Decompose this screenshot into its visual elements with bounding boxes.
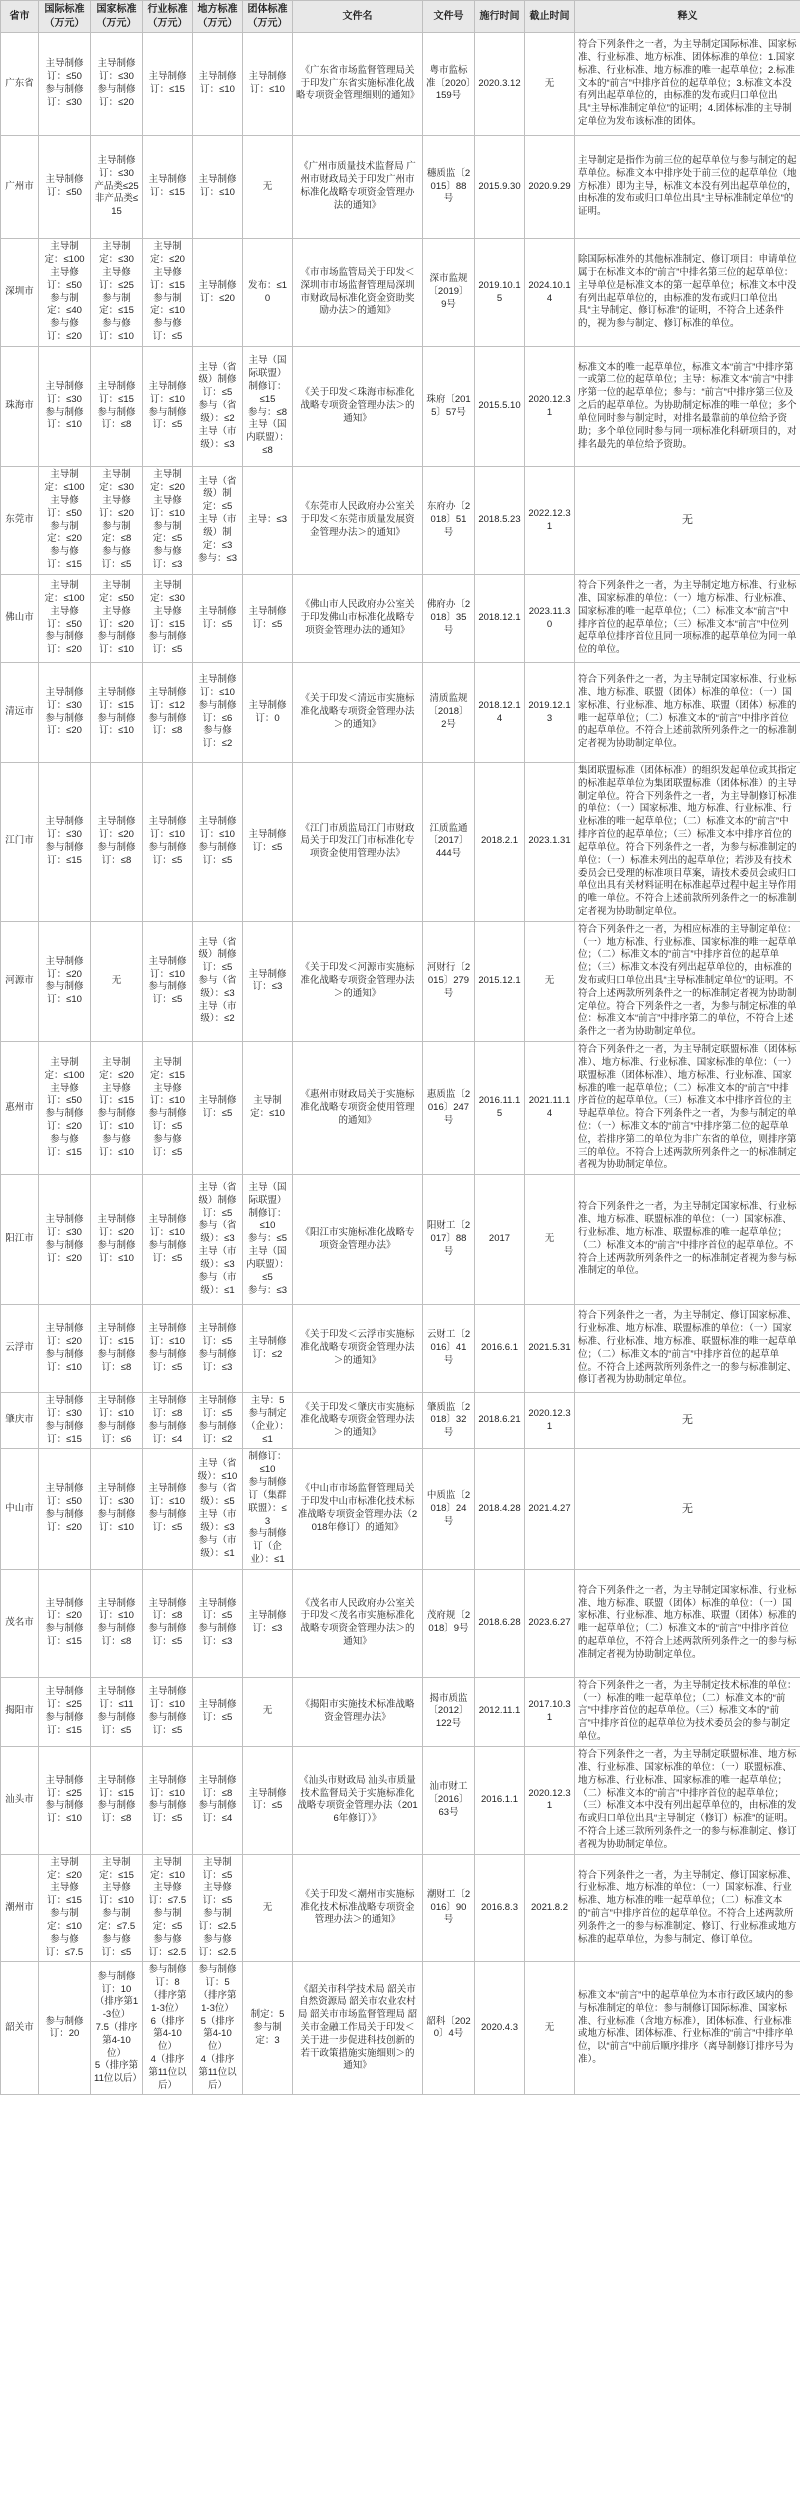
cell-local: 主导制修订：≤5 参与制修订：≤3	[193, 1305, 243, 1393]
cell-filename: 《汕头市财政局 汕头市质量技术监督局关于实施标准化战略专项资金管理办法（2016年修订）》	[293, 1746, 423, 1854]
cell-group: 主导制修订：≤5	[243, 575, 293, 663]
cell-explanation: 除国际标准外的其他标准制定、修订项目：申请单位属于在标准文本的“前言”中排名第三位的起草单位：主导单位是标准文本的第一起草单位；标准文本中没有列出起草单位的，由标准的发布或归口单位出具“主导制定、修订标准”的证明，不符合上述条件的，视为参与制定、修订标准的单位。	[575, 239, 800, 347]
cell-international: 主导制修订：≤20 参与制修订：≤10	[39, 1305, 91, 1393]
cell-filename: 《关于印发＜潮州市实施标准化技术标准战略专项资金管理办法＞的通知》	[293, 1854, 423, 1962]
header-local: 地方标准（万元）	[193, 1, 243, 33]
cell-national: 主导制修订：≤10 参与制修订：≤6	[91, 1393, 143, 1449]
cell-effective-date: 2017	[475, 1175, 525, 1305]
cell-local: 主导制修订：≤20	[193, 239, 243, 347]
cell-international: 参与制修订：20	[39, 1962, 91, 2095]
cell-file-no: 深市监规〔2019〕9号	[423, 239, 475, 347]
cell-filename: 《关于印发＜肇庆市实施标准化战略专项资金管理办法＞的通知》	[293, 1393, 423, 1449]
cell-file-no: 粤市监标准〔2020〕159号	[423, 33, 475, 136]
cell-group: 无	[243, 1854, 293, 1962]
cell-city: 中山市	[1, 1449, 39, 1569]
cell-explanation: 符合下列条件之一者，为主导制定、修订国家标准、行业标准、地方标准、联盟标准的单位：（一）国家标准、行业标准、地方标准、联盟标准的唯一起草单位；（二）标准文本的“前言”中排序首位的起草单位。不符合上述两款所列条件之一的参与标准制定、修订者视为协助制定单位。	[575, 1305, 800, 1393]
cell-file-no: 河财行〔2015〕279号	[423, 921, 475, 1041]
cell-industry: 主导制修订：≤12 参与制修订：≤8	[143, 663, 193, 763]
cell-filename: 《关于印发＜清远市实施标准化战略专项资金管理办法＞的通知》	[293, 663, 423, 763]
cell-national: 主导制修订：≤30 参与制修订：≤20	[91, 33, 143, 136]
cell-national: 主导制修订：≤30 参与制修订：≤10	[91, 1449, 143, 1569]
cell-local: 主导制修订：≤5	[193, 1677, 243, 1746]
header-group: 团体标准（万元）	[243, 1, 293, 33]
cell-filename: 《关于印发＜河源市实施标准化战略专项资金管理办法＞的通知》	[293, 921, 423, 1041]
cell-local: 主导制修订：≤5	[193, 1042, 243, 1175]
cell-industry: 主导制修订：≤10 参与制修订：≤5	[143, 347, 193, 467]
cell-explanation: 主导制定是指作为前三位的起草单位与参与制定的起草单位。标准文本中排序处于前三位的起草单位（地方标准）即为主导，标准文本没有列出起草单位的，由标准的发布或归口单位出具“主导标准制定单位”的证明。	[575, 136, 800, 239]
cell-explanation: 符合下列条件之一者，为主导制定国家标准、行业标准、地方标准、联盟标准的单位：（一）国家标准、行业标准、地方标准、联盟标准的唯一起草单位；（二）标准文本的“前言”中排序首位的起草单位。不符合上述两款所列条件之一的标准制定者视为参与标准制定的单位。	[575, 1175, 800, 1305]
cell-group: 主导制修订：0	[243, 663, 293, 763]
cell-filename: 《市市场监管局关于印发＜深圳市市场监督管理局深圳市财政局标准化资金资助奖励办法＞的通知》	[293, 239, 423, 347]
cell-file-no: 潮财工〔2016〕90号	[423, 1854, 475, 1962]
cell-group: 主导制修订：≤3	[243, 921, 293, 1041]
table-row	[1, 347, 800, 467]
cell-explanation: 符合下列条件之一者，为相应标准的主导制定单位：（一）地方标准、行业标准、国家标准的唯一起草单位；（二）标准文本的“前言”中排序首位的起草单位；（三）标准文本没有列出起草单位的，由标准的发布或归口单位出具“主导标准制定单位”的证明。不符合上述两款所列条件之一的标准制定者视为协助制定单位。符合下列条件之一者，为参与制定标准的单位：标准文本“前言”中排序第二的单位，不符合上述条件之一者为协助制定单位。	[575, 921, 800, 1041]
cell-industry: 主导制修订：≤10 参与制修订：≤5	[143, 763, 193, 922]
cell-effective-date: 2018.12.14	[475, 663, 525, 763]
cell-city: 江门市	[1, 763, 39, 922]
table-row	[1, 467, 800, 575]
cell-national: 主导制修订：≤15 参与制修订：≤8	[91, 1746, 143, 1854]
cell-group: 主导：≤3	[243, 467, 293, 575]
header-international: 国际标准（万元）	[39, 1, 91, 33]
cell-local: 参与制修订：5（排序第1-3位） 5（排序第4-10位） 4（排序第11位以后）	[193, 1962, 243, 2095]
cell-effective-date: 2019.10.15	[475, 239, 525, 347]
cell-industry: 主导制修订：≤15	[143, 136, 193, 239]
cell-group: 发布：≤10	[243, 239, 293, 347]
cell-city: 广州市	[1, 136, 39, 239]
cell-filename: 《广东省市场监督管理局关于印发广东省实施标准化战略专项资金管理细则的通知》	[293, 33, 423, 136]
cell-international: 主导制定：≤100 主导修订：≤50 参与制定：≤20 参与修订：≤15	[39, 467, 91, 575]
cell-end-date: 2023.6.27	[525, 1569, 575, 1677]
cell-industry: 主导制定：≤10 主导修订：≤7.5 参与制定：≤5 参与修订：≤2.5	[143, 1854, 193, 1962]
cell-national: 主导制修订：≤15 参与制修订：≤8	[91, 1305, 143, 1393]
header-explanation: 释义	[575, 1, 800, 33]
cell-city: 潮州市	[1, 1854, 39, 1962]
cell-effective-date: 2018.6.21	[475, 1393, 525, 1449]
cell-end-date: 2021.11.14	[525, 1042, 575, 1175]
cell-industry: 主导制修订：≤15	[143, 33, 193, 136]
cell-file-no: 中质监〔2018〕24号	[423, 1449, 475, 1569]
cell-city: 深圳市	[1, 239, 39, 347]
cell-city: 阳江市	[1, 1175, 39, 1305]
cell-effective-date: 2018.4.28	[475, 1449, 525, 1569]
cell-end-date: 2020.12.31	[525, 347, 575, 467]
cell-city: 东莞市	[1, 467, 39, 575]
cell-explanation: 符合下列条件之一者，为主导制定、修订国家标准、行业标准、地方标准的单位：（一）国家标准、行业标准、地方标准的唯一起草单位；（二）标准文本的“前言”中排序首位的起草单位。不符合上述两款所列条件之一的参与标准制定、修订、行业标准或地方标准的起草单位，为参与制定、修订单位。	[575, 1854, 800, 1962]
cell-group: 主导制修订：≤5	[243, 1746, 293, 1854]
cell-international: 主导制修订：≤25 参与制修订：≤15	[39, 1677, 91, 1746]
cell-end-date: 2023.11.30	[525, 575, 575, 663]
cell-filename: 《韶关市科学技术局 韶关市自然资源局 韶关市农业农村局 韶关市市场监督管理局 韶关市金融工作局关于印发＜关于进一步促进科技创新的若干政策措施实施细则＞的通知》	[293, 1962, 423, 2095]
cell-international: 主导制修订：≤50 参与制修订：≤30	[39, 33, 91, 136]
cell-city: 广东省	[1, 33, 39, 136]
table-row	[1, 663, 800, 763]
table-row	[1, 1569, 800, 1677]
cell-effective-date: 2015.9.30	[475, 136, 525, 239]
cell-end-date: 2021.4.27	[525, 1449, 575, 1569]
cell-explanation: 集团联盟标准（团体标准）的组织发起单位或其指定的标准起草单位为集团联盟标准（团体标准）的主导制定单位。符合下列条件之一者，为主导制修订标准的单位：（一）国家标准、地方标准、行业标准、行业标准的唯一起草单位；（二）标准文本的“前言”中排序首位的起草单位；（三）标准文本中排序首位的起草单位。符合下列条件之一者，为参与标准制定的单位：（一）标准未列出的起草单位；若涉及有技术委员会已受理的标准项目草案，请技术委员会或归口单位出具有关材料证明在标准起草过程中起主导作用的唯一单位。不符合上述前款所列条件之一的标准制定者视为协助制定单位。	[575, 763, 800, 922]
table-row	[1, 1305, 800, 1393]
cell-international: 主导制修订：≤30 参与制修订：≤20	[39, 663, 91, 763]
cell-filename: 《东莞市人民政府办公室关于印发＜东莞市质量发展资金管理办法＞的通知》	[293, 467, 423, 575]
cell-explanation: 无	[575, 467, 800, 575]
cell-city: 揭阳市	[1, 1677, 39, 1746]
cell-industry: 主导制修订：≤10 参与制修订：≤5	[143, 1746, 193, 1854]
header-industry: 行业标准（万元）	[143, 1, 193, 33]
cell-explanation: 符合下列条件之一者，为主导制定国家标准、行业标准、地方标准、联盟（团体）标准的单位：（一）国家标准、行业标准、地方标准、联盟（团体）标准的唯一起草单位；（二）标准文本的“前言”中排序首位的起草单位。不符合上述前款所列条件之一的标准制定者视为协助制定单位。	[575, 663, 800, 763]
cell-national: 主导制定：≤50 主导修订：≤20 参与制修订：≤10	[91, 575, 143, 663]
cell-group: 主导（国际联盟）制修订：≤15 参与：≤8 主导（国内联盟）：≤8	[243, 347, 293, 467]
cell-city: 河源市	[1, 921, 39, 1041]
header-file-no: 文件号	[423, 1, 475, 33]
cell-national: 主导制修订：≤11 参与制修订：≤5	[91, 1677, 143, 1746]
cell-group: 主导制修订：≤5	[243, 763, 293, 922]
cell-national: 主导制定：≤30 主导修订：≤20 参与制定：≤8 参与修订：≤5	[91, 467, 143, 575]
table-row	[1, 1042, 800, 1175]
header-effective-date: 施行时间	[475, 1, 525, 33]
cell-international: 主导制定：≤100 主导修订：≤50 参与制定：≤40 参与修订：≤20	[39, 239, 91, 347]
cell-local: 主导制修订：≤5	[193, 575, 243, 663]
table-row	[1, 575, 800, 663]
cell-industry: 主导制定：≤20 主导修订：≤15 参与制定：≤10 参与修订：≤5	[143, 239, 193, 347]
cell-filename: 《中山市市场监督管理局关于印发中山市标准化技术标准战略专项资金管理办法（2018年修订）的通知》	[293, 1449, 423, 1569]
cell-group: 主导制修订：≤10	[243, 33, 293, 136]
table-row	[1, 1449, 800, 1569]
cell-international: 主导制修订：≤20 参与制修订：≤10	[39, 921, 91, 1041]
cell-file-no: 云财工〔2016〕41号	[423, 1305, 475, 1393]
cell-filename: 《茂名市人民政府办公室关于印发＜茂名市实施标准化战略专项资金管理办法＞的通知》	[293, 1569, 423, 1677]
table-row	[1, 921, 800, 1041]
table-row	[1, 1746, 800, 1854]
cell-effective-date: 2018.5.23	[475, 467, 525, 575]
cell-city: 汕头市	[1, 1746, 39, 1854]
cell-effective-date: 2016.11.15	[475, 1042, 525, 1175]
cell-city: 佛山市	[1, 575, 39, 663]
cell-effective-date: 2016.8.3	[475, 1854, 525, 1962]
cell-end-date: 2020.9.29	[525, 136, 575, 239]
cell-group: 制修订：≤10 参与制修订（集群联盟）：≤3 参与制修订（企业）：≤1	[243, 1449, 293, 1569]
cell-group: 主导制定：≤10	[243, 1042, 293, 1175]
cell-explanation: 符合下列条件之一者，为主导制定技术标准的单位：（一）标准的唯一起草单位；（二）标准文本的“前言”中排序首位的起草单位。（三）标准文本的“前言”中排序首位的起草单位为技术委员会的参与制定单位。	[575, 1677, 800, 1746]
cell-national: 主导制定：≤20 主导修订：≤15 参与制修订：≤10 参与修订：≤10	[91, 1042, 143, 1175]
cell-filename: 《佛山市人民政府办公室关于印发佛山市标准化战略专项资金管理办法的通知》	[293, 575, 423, 663]
cell-effective-date: 2020.3.12	[475, 33, 525, 136]
cell-group: 无	[243, 1677, 293, 1746]
cell-end-date: 无	[525, 1175, 575, 1305]
cell-effective-date: 2018.2.1	[475, 763, 525, 922]
cell-effective-date: 2020.4.3	[475, 1962, 525, 2095]
cell-international: 主导制修订：≤30 参与制修订：≤20	[39, 1175, 91, 1305]
cell-end-date: 2024.10.14	[525, 239, 575, 347]
table-row	[1, 1677, 800, 1746]
cell-file-no: 汕市财工〔2016〕63号	[423, 1746, 475, 1854]
cell-national: 无	[91, 921, 143, 1041]
table-row	[1, 239, 800, 347]
cell-industry: 参与制修订：8（排序第1-3位） 6（排序第4-10位） 4（排序第11位以后）	[143, 1962, 193, 2095]
cell-national: 主导制修订：≤15 参与制修订：≤10	[91, 663, 143, 763]
cell-file-no: 茂府规〔2018〕9号	[423, 1569, 475, 1677]
cell-end-date: 2020.12.31	[525, 1393, 575, 1449]
cell-local: 主导（省级）：≤10 参与（省级）：≤5 主导（市级）：≤3 参与（市级）：≤1	[193, 1449, 243, 1569]
cell-local: 主导制订：≤5 主导修订：≤5 参与制订：≤2.5 参与修订：≤2.5	[193, 1854, 243, 1962]
cell-file-no: 阳财工〔2017〕88号	[423, 1175, 475, 1305]
cell-file-no: 东府办〔2018〕51号	[423, 467, 475, 575]
cell-end-date: 无	[525, 33, 575, 136]
header-filename: 文件名	[293, 1, 423, 33]
cell-local: 主导（省级）制修订：≤5 参与（省级）：≤2 主导（市级）：≤3	[193, 347, 243, 467]
cell-explanation: 无	[575, 1393, 800, 1449]
cell-group: 主导：5 参与制定（企业）：≤1	[243, 1393, 293, 1449]
cell-local: 主导制修订：≤10	[193, 136, 243, 239]
cell-explanation: 符合下列条件之一者，为主导制定联盟标准、地方标准、行业标准、国家标准的单位：（一）联盟标准、地方标准、行业标准、国家标准的唯一起草单位；（二）标准文本的“前言”中排序首位的起草单位；（三）标准文本中没有列出起草单位的，由标准的发布或归口单位出具“主导制定（修订）标准”的证明。不符合上述三款所列条件之一的参与标准制定、修订者视为协助制定单位。	[575, 1746, 800, 1854]
cell-end-date: 2019.12.13	[525, 663, 575, 763]
cell-explanation: 标准文本“前言”中的起草单位为本市行政区域内的参与标准制定的单位：参与制修订国际标准、国家标准、行业标准（含地方标准），团体标准、行业标准或地方标准、团体标准、行业标准的“前言”中排序单位，以“前言”中前后顺序排序（离导制修订排序号为准）。	[575, 1962, 800, 2095]
cell-filename: 《关于印发＜珠海市标准化战略专项资金管理办法＞的通知》	[293, 347, 423, 467]
cell-effective-date: 2016.1.1	[475, 1746, 525, 1854]
cell-file-no: 穗质监〔2015〕88号	[423, 136, 475, 239]
cell-industry: 主导制修订：≤10 参与制修订：≤5	[143, 921, 193, 1041]
cell-explanation: 符合下列条件之一者，为主导制定地方标准、行业标准、国家标准的单位：（一）地方标准、行业标准、国家标准的唯一起草单位；（二）标准文本“前言”中排序首位的起草单位；（三）标准文本“前言”中位列起草单位排序首位且同一项标准的起草单位为同一单位的单位。	[575, 575, 800, 663]
cell-file-no: 佛府办〔2018〕35号	[423, 575, 475, 663]
cell-filename: 《江门市质监局江门市财政局关于印发江门市标准化专项资金使用管理办法》	[293, 763, 423, 922]
cell-file-no: 韶科〔2020〕4号	[423, 1962, 475, 2095]
cell-local: 主导制修订：≤5 参与制修订：≤3	[193, 1569, 243, 1677]
cell-city: 韶关市	[1, 1962, 39, 2095]
cell-international: 主导制修订：≤50 参与制修订：≤20	[39, 1449, 91, 1569]
cell-national: 主导制修订：≤20 参与制修订：≤10	[91, 1175, 143, 1305]
header-province-city: 省市	[1, 1, 39, 33]
cell-international: 主导制修订：≤20 参与制修订：≤15	[39, 1569, 91, 1677]
cell-local: 主导制修订：≤8 参与制修订：≤4	[193, 1746, 243, 1854]
cell-file-no: 江质监通〔2017〕444号	[423, 763, 475, 922]
cell-explanation: 符合下列条件之一者，为主导制定联盟标准（团体标准）、地方标准、行业标准、国家标准的单位：（一）联盟标准（团体标准）、地方标准、行业标准、国家标准的唯一起草单位；（二）标准文本的“前言”中排序首位的起草单位。（三）标准文本中排序首位的主导起草单位。符合下列条件之一者，为参与制定的单位：（一）标准文本的“前言”中排序第二位的起草单位，若排序第二的单位为非广东省的单位，则排序第三的单位。不符合上述两款所列条件之一的标准制定者视为协助制定单位。	[575, 1042, 800, 1175]
cell-city: 肇庆市	[1, 1393, 39, 1449]
cell-file-no: 惠质监〔2016〕247号	[423, 1042, 475, 1175]
table-body	[1, 33, 800, 2095]
cell-city: 珠海市	[1, 347, 39, 467]
cell-industry: 主导制修订：≤8 参与制修订：≤4	[143, 1393, 193, 1449]
cell-end-date: 无	[525, 1962, 575, 2095]
cell-local: 主导（省级）制定：≤5 主导（市级）制定：≤3 参与：≤3	[193, 467, 243, 575]
cell-explanation: 符合下列条件之一者，为主导制定国际标准、国家标准、行业标准、地方标准、团体标准的单位：1.国家标准、行业标准、地方标准的唯一起草单位；2.标准文本的“前言”中排序首位的起草单位；3.标准文本没有列出起草单位的，由标准的发布或归口单位出具“主导标准制定单位”的证明；4.团体标准的主导制定单位为发布该标准的团体。	[575, 33, 800, 136]
cell-filename: 《惠州市财政局关于实施标准化战略专项资金使用管理的通知》	[293, 1042, 423, 1175]
table-row	[1, 763, 800, 922]
header-national: 国家标准（万元）	[91, 1, 143, 33]
cell-file-no: 肇质监〔2018〕32号	[423, 1393, 475, 1449]
cell-effective-date: 2015.12.1	[475, 921, 525, 1041]
table-row	[1, 1854, 800, 1962]
cell-filename: 《关于印发＜云浮市实施标准化战略专项资金管理办法＞的通知》	[293, 1305, 423, 1393]
cell-group: 主导制修订：≤3	[243, 1569, 293, 1677]
cell-local: 主导（省级）制修订：≤5 参与（省级）：≤3 主导（市级）：≤2	[193, 921, 243, 1041]
cell-group: 无	[243, 136, 293, 239]
cell-industry: 主导制定：≤20 主导修订：≤10 参与制定：≤5 参与修订：≤3	[143, 467, 193, 575]
cell-local: 主导制修订：≤10 参与制修订：≤6 参与修订：≤2	[193, 663, 243, 763]
cell-industry: 主导制修订：≤10 参与制修订：≤5	[143, 1677, 193, 1746]
cell-effective-date: 2016.6.1	[475, 1305, 525, 1393]
cell-national: 主导制定：≤30 主导修订：≤25 参与制定：≤15 参与修订：≤10	[91, 239, 143, 347]
cell-city: 清远市	[1, 663, 39, 763]
cell-international: 主导制修订：≤50	[39, 136, 91, 239]
cell-international: 主导制定：≤20 主导修订：≤15 参与制定：≤10 参与修订：≤7.5	[39, 1854, 91, 1962]
cell-international: 主导制修订：≤30 参与制修订：≤15	[39, 1393, 91, 1449]
cell-end-date: 2022.12.31	[525, 467, 575, 575]
cell-industry: 主导制定：≤30 主导修订：≤15 参与制修订：≤5	[143, 575, 193, 663]
cell-local: 主导制修订：≤10	[193, 33, 243, 136]
cell-group: 主导制修订：≤2	[243, 1305, 293, 1393]
table-row	[1, 1962, 800, 2095]
cell-end-date: 2020.12.31	[525, 1746, 575, 1854]
cell-group: 主导（国际联盟）制修订：≤10 参与：≤5 主导（国内联盟）：≤5 参与：≤3	[243, 1175, 293, 1305]
cell-international: 主导制定：≤100 主导修订：≤50 参与制修订：≤20 参与修订：≤15	[39, 1042, 91, 1175]
header-row	[1, 1, 800, 33]
cell-group: 制定：5 参与制定：3	[243, 1962, 293, 2095]
cell-file-no: 揭市质监〔2012〕122号	[423, 1677, 475, 1746]
cell-file-no: 清质监规〔2018〕2号	[423, 663, 475, 763]
cell-effective-date: 2015.5.10	[475, 347, 525, 467]
table-row	[1, 136, 800, 239]
cell-international: 主导制修订：≤30 参与制修订：≤15	[39, 763, 91, 922]
cell-national: 主导制修订：≤30 产品类≤25 非产品类≤15	[91, 136, 143, 239]
cell-local: 主导（省级）制修订：≤5 参与（省级）：≤3 主导（市级）：≤3 参与（市级）：≤1	[193, 1175, 243, 1305]
cell-industry: 主导制修订：≤8 参与制修订：≤5	[143, 1569, 193, 1677]
table-row	[1, 33, 800, 136]
cell-end-date: 2023.1.31	[525, 763, 575, 922]
cell-city: 惠州市	[1, 1042, 39, 1175]
cell-effective-date: 2012.11.1	[475, 1677, 525, 1746]
cell-effective-date: 2018.6.28	[475, 1569, 525, 1677]
cell-filename: 《揭阳市实施技术标准战略资金管理办法》	[293, 1677, 423, 1746]
cell-international: 主导制修订：≤25 参与制修订：≤10	[39, 1746, 91, 1854]
cell-city: 云浮市	[1, 1305, 39, 1393]
cell-local: 主导制修订：≤10 参与制修订：≤5	[193, 763, 243, 922]
cell-local: 主导制修订：≤5 参与制修订：≤2	[193, 1393, 243, 1449]
cell-national: 参与制修订：10（排序第1-3位） 7.5（排序第4-10位） 5（排序第11位以后）	[91, 1962, 143, 2095]
cell-effective-date: 2018.12.1	[475, 575, 525, 663]
cell-explanation: 无	[575, 1449, 800, 1569]
cell-industry: 主导制修订：≤10 参与制修订：≤5	[143, 1175, 193, 1305]
cell-international: 主导制定：≤100 主导修订：≤50 参与制修订：≤20	[39, 575, 91, 663]
cell-national: 主导制修订：≤10 参与制修订：≤8	[91, 1569, 143, 1677]
cell-industry: 主导制修订：≤10 参与制修订：≤5	[143, 1449, 193, 1569]
cell-international: 主导制修订：≤30 参与制修订：≤10	[39, 347, 91, 467]
cell-end-date: 无	[525, 921, 575, 1041]
header-end-date: 截止时间	[525, 1, 575, 33]
cell-explanation: 标准文本的唯一起草单位，标准文本“前言”中排序第一或第二位的起草单位；主导：标准文本“前言”中排序第一位的起草单位；参与：“前言”中排序第三位及之后的起草单位。为协助制定标准的唯一单位；多个单位同时参与制定时，对排名最靠前的单位给予资助；多个单位同时参与同一项标准化科研项目的，对排名最先的单位给予资助。	[575, 347, 800, 467]
cell-industry: 主导制定：≤15 主导修订：≤10 参与制修订：≤5 参与修订：≤5	[143, 1042, 193, 1175]
cell-end-date: 2021.5.31	[525, 1305, 575, 1393]
cell-filename: 《广州市质量技术监督局 广州市财政局关于印发广州市标准化战略专项资金管理办法的通知》	[293, 136, 423, 239]
cell-end-date: 2017.10.31	[525, 1677, 575, 1746]
cell-file-no: 珠府〔2015〕57号	[423, 347, 475, 467]
table-row	[1, 1175, 800, 1305]
cell-national: 主导制修订：≤15 参与制修订：≤8	[91, 347, 143, 467]
cell-explanation: 符合下列条件之一者，为主导制定国家标准、行业标准、地方标准、联盟（团体）标准的单位：（一）国家标准、行业标准、地方标准、联盟（团体）标准的唯一起草单位；（二）标准文本的“前言”中排序首位的起草单位，不符合上述两款所列条件之一的参与标准制定者视为协助制定单位。	[575, 1569, 800, 1677]
cell-filename: 《阳江市实施标准化战略专项资金管理办法》	[293, 1175, 423, 1305]
cell-national: 主导制修订：≤20 参与制修订：≤8	[91, 763, 143, 922]
cell-end-date: 2021.8.2	[525, 1854, 575, 1962]
cell-city: 茂名市	[1, 1569, 39, 1677]
cell-industry: 主导制修订：≤10 参与制修订：≤5	[143, 1305, 193, 1393]
cell-national: 主导制定：≤15 主导修订：≤10 参与制定：≤7.5 参与修订：≤5	[91, 1854, 143, 1962]
table-row	[1, 1393, 800, 1449]
